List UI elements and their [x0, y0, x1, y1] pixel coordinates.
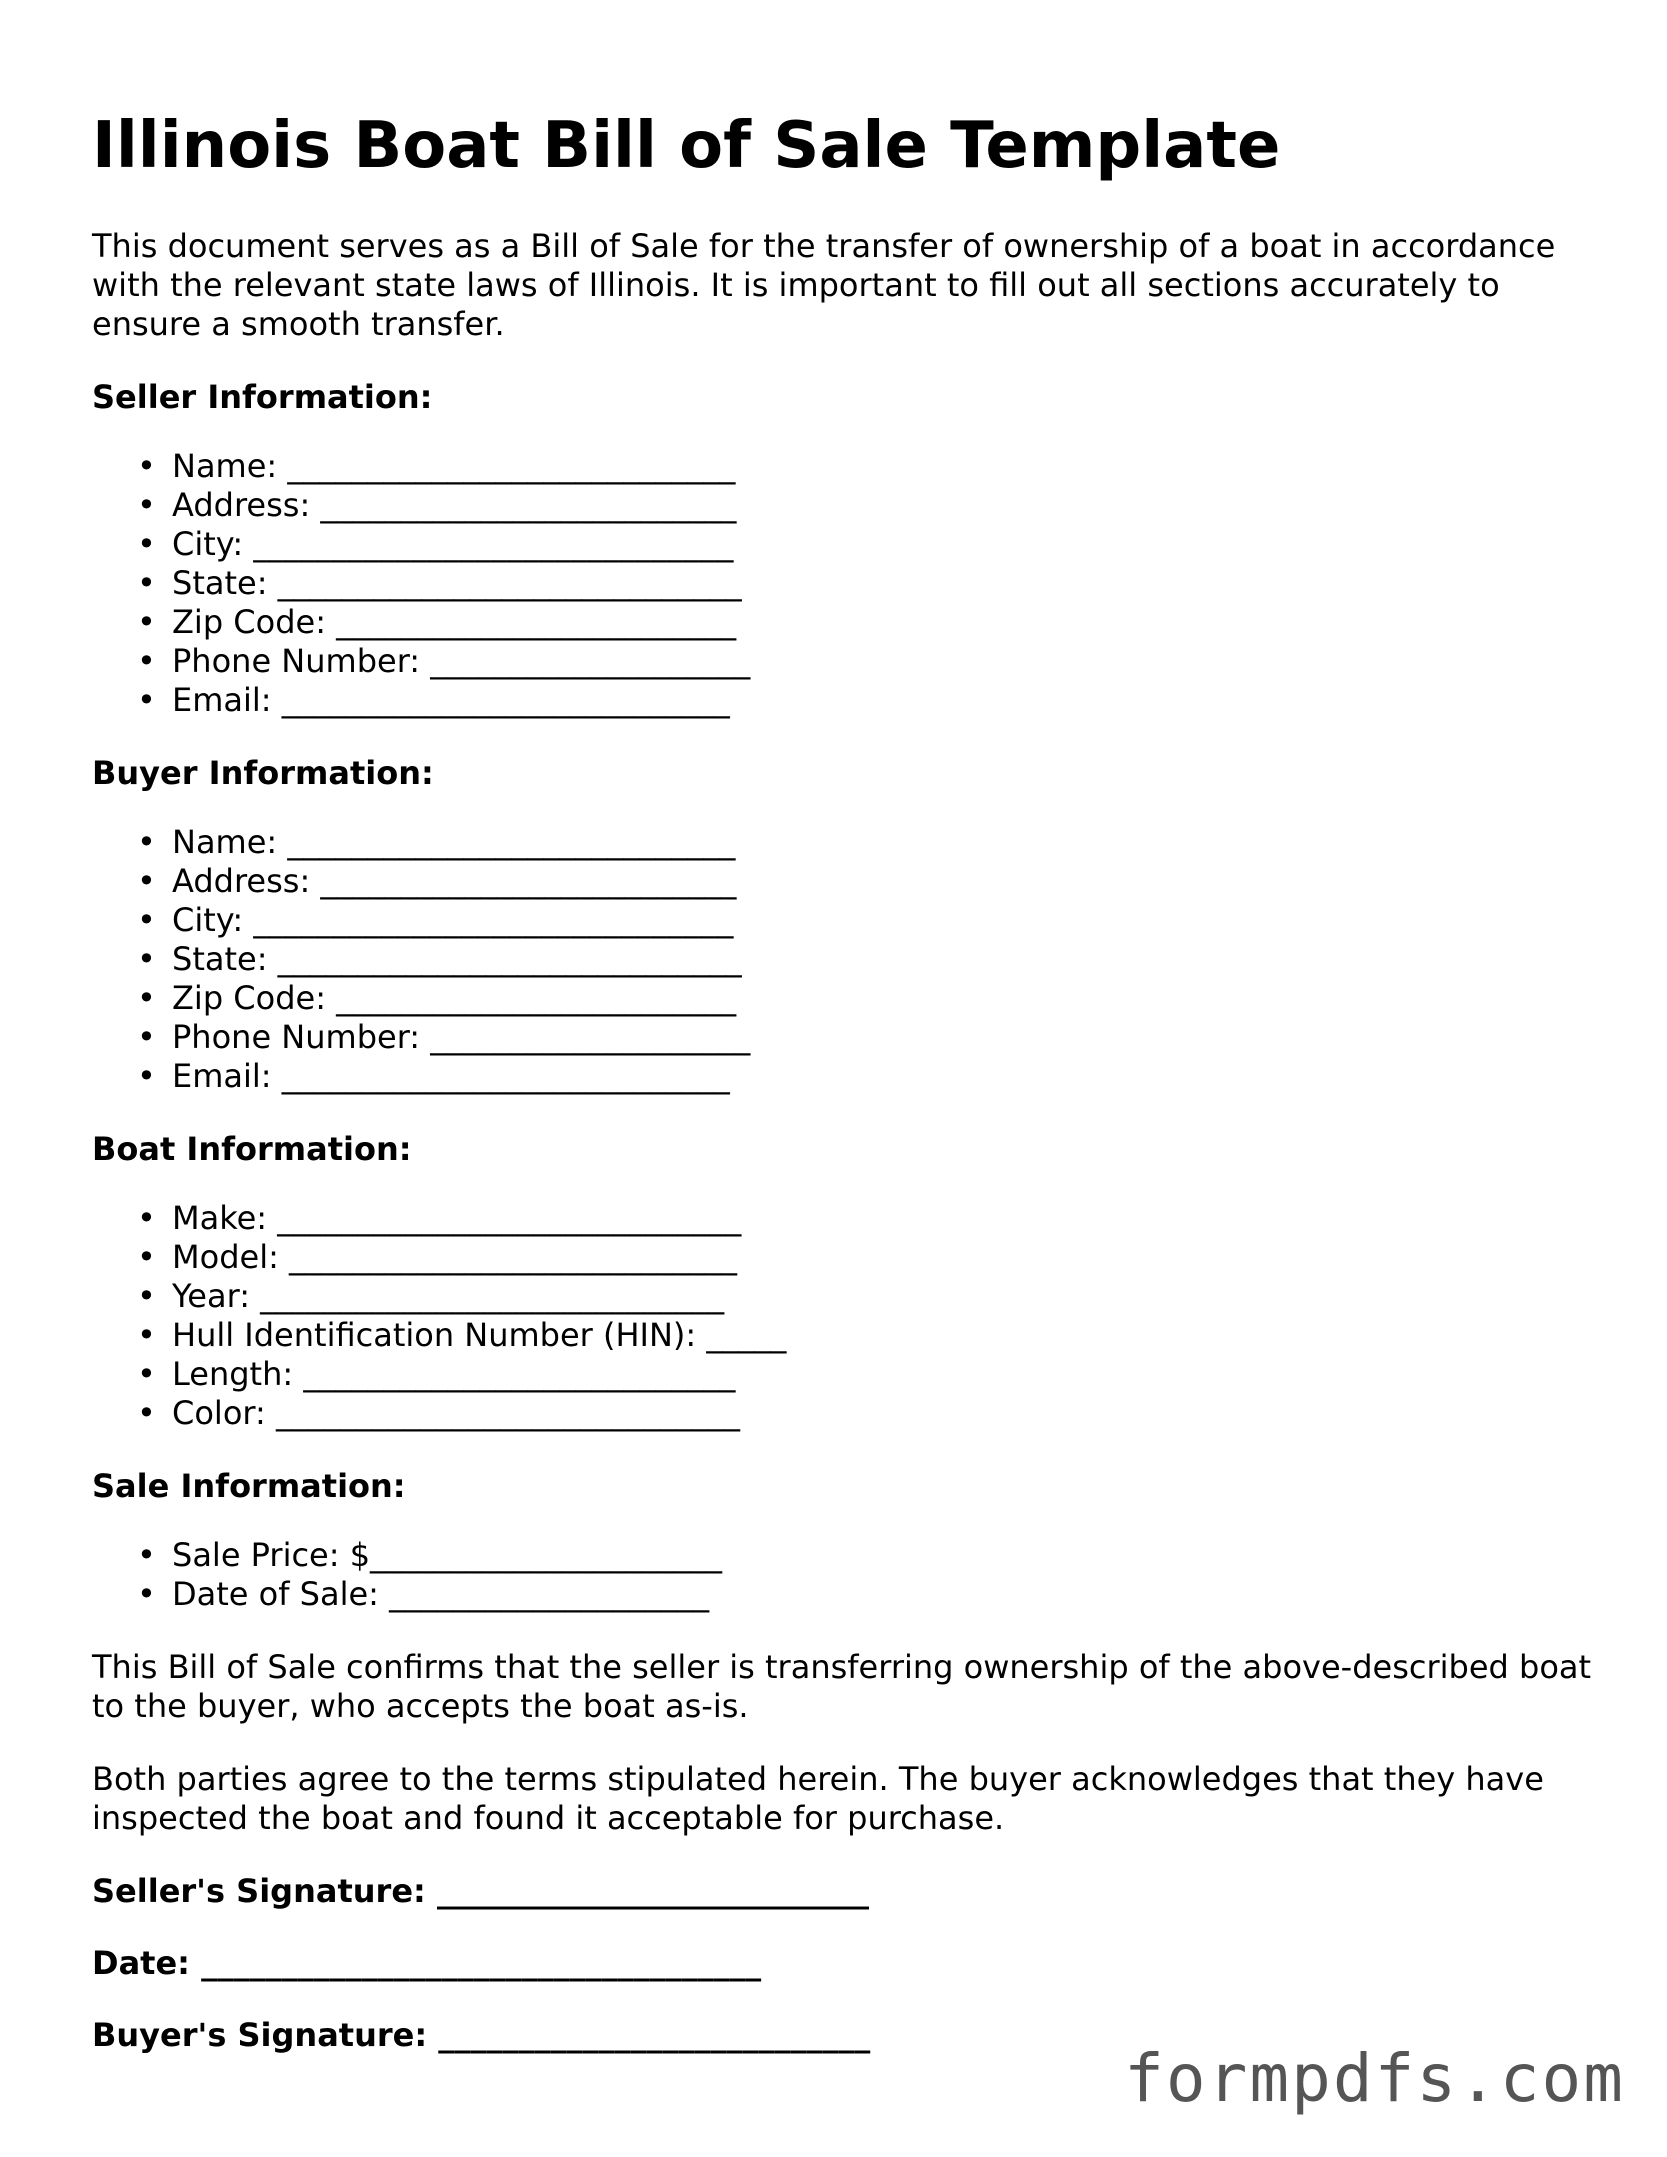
bullet-icon: • [137, 822, 156, 861]
watermark: formpdfs.com [1124, 2040, 1625, 2117]
bullet-icon: • [137, 978, 156, 1017]
bullet-icon: • [137, 861, 156, 900]
seller-heading: Seller Information: [92, 377, 433, 416]
sale-fields [92, 1536, 1592, 1614]
boat-heading: Boat Information: [92, 1129, 412, 1168]
bullet-icon: • [137, 485, 156, 524]
sale-heading: Sale Information: [92, 1466, 406, 1505]
bullet-icon: • [137, 563, 156, 602]
confirmation-paragraph: This Bill of Sale confirms that the seller is transferring ownership of the above-described boat to the buyer, who accepts the boat as-is. [92, 1647, 1592, 1725]
boat-field-make[interactable]: • Make: _____________________________ [137, 1198, 742, 1237]
seller-field-email[interactable]: • Email: ____________________________ [137, 680, 730, 719]
bullet-icon: • [137, 1393, 156, 1432]
bullet-icon: • [137, 1574, 156, 1613]
seller-field-address[interactable]: • Address: __________________________ [137, 485, 737, 524]
bullet-icon: • [137, 1315, 156, 1354]
seller-field-phone[interactable]: • Phone Number: ____________________ [137, 641, 751, 680]
agreement-paragraph: Both parties agree to the terms stipulated herein. The buyer acknowledges that they have inspected the boat and found it acceptable for purchase. [92, 1759, 1544, 1837]
bullet-icon: • [137, 1056, 156, 1095]
buyer-field-city[interactable]: • City: ______________________________ [137, 900, 734, 939]
buyer-field-name[interactable]: • Name: ____________________________ [137, 822, 736, 861]
buyer-signature-field[interactable]: Buyer's Signature: ___________________________ [92, 2015, 871, 2054]
seller-field-zip[interactable]: • Zip Code: _________________________ [137, 602, 737, 641]
boat-field-hin[interactable]: • Hull Identification Number (HIN): _____ [137, 1315, 787, 1354]
bullet-icon: • [137, 1535, 156, 1574]
bullet-icon: • [137, 1237, 156, 1276]
seller-field-city[interactable]: • City: ______________________________ [137, 524, 734, 563]
buyer-field-address[interactable]: • Address: __________________________ [137, 861, 737, 900]
boat-field-model[interactable]: • Model: ____________________________ [137, 1237, 738, 1276]
boat-fields [92, 1199, 1592, 1433]
sale-field-date[interactable]: • Date of Sale: ____________________ [137, 1574, 710, 1613]
document-page [92, 108, 1592, 2088]
intro-paragraph: This document serves as a Bill of Sale for the transfer of ownership of a boat in accordance with the relevant state laws of Illinois. It is important to fill out all sections accurately to ensure a smooth transfer. [92, 226, 1556, 343]
bullet-icon: • [137, 1017, 156, 1056]
bullet-icon: • [137, 939, 156, 978]
buyer-field-zip[interactable]: • Zip Code: _________________________ [137, 978, 737, 1017]
buyer-heading: Buyer Information: [92, 753, 434, 792]
boat-field-length[interactable]: • Length: ___________________________ [137, 1354, 736, 1393]
seller-field-state[interactable]: • State: _____________________________ [137, 563, 742, 602]
bullet-icon: • [137, 1198, 156, 1237]
boat-field-year[interactable]: • Year: _____________________________ [137, 1276, 725, 1315]
bullet-icon: • [137, 1276, 156, 1315]
bullet-icon: • [137, 446, 156, 485]
date-field[interactable]: Date: ___________________________________ [92, 1943, 762, 1982]
buyer-field-email[interactable]: • Email: ____________________________ [137, 1056, 730, 1095]
bullet-icon: • [137, 680, 156, 719]
seller-signature-field[interactable]: Seller's Signature: ___________________________ [92, 1871, 869, 1910]
bullet-icon: • [137, 602, 156, 641]
buyer-fields [92, 823, 1592, 1096]
seller-fields [92, 447, 1592, 720]
page-title: Illinois Boat Bill of Sale Template [92, 109, 1281, 183]
boat-field-color[interactable]: • Color: _____________________________ [137, 1393, 740, 1432]
bullet-icon: • [137, 900, 156, 939]
bullet-icon: • [137, 641, 156, 680]
seller-field-name[interactable]: • Name: ____________________________ [137, 446, 736, 485]
buyer-field-phone[interactable]: • Phone Number: ____________________ [137, 1017, 751, 1056]
bullet-icon: • [137, 524, 156, 563]
sale-field-price[interactable]: • Sale Price: $______________________ [137, 1535, 723, 1574]
buyer-field-state[interactable]: • State: _____________________________ [137, 939, 742, 978]
bullet-icon: • [137, 1354, 156, 1393]
